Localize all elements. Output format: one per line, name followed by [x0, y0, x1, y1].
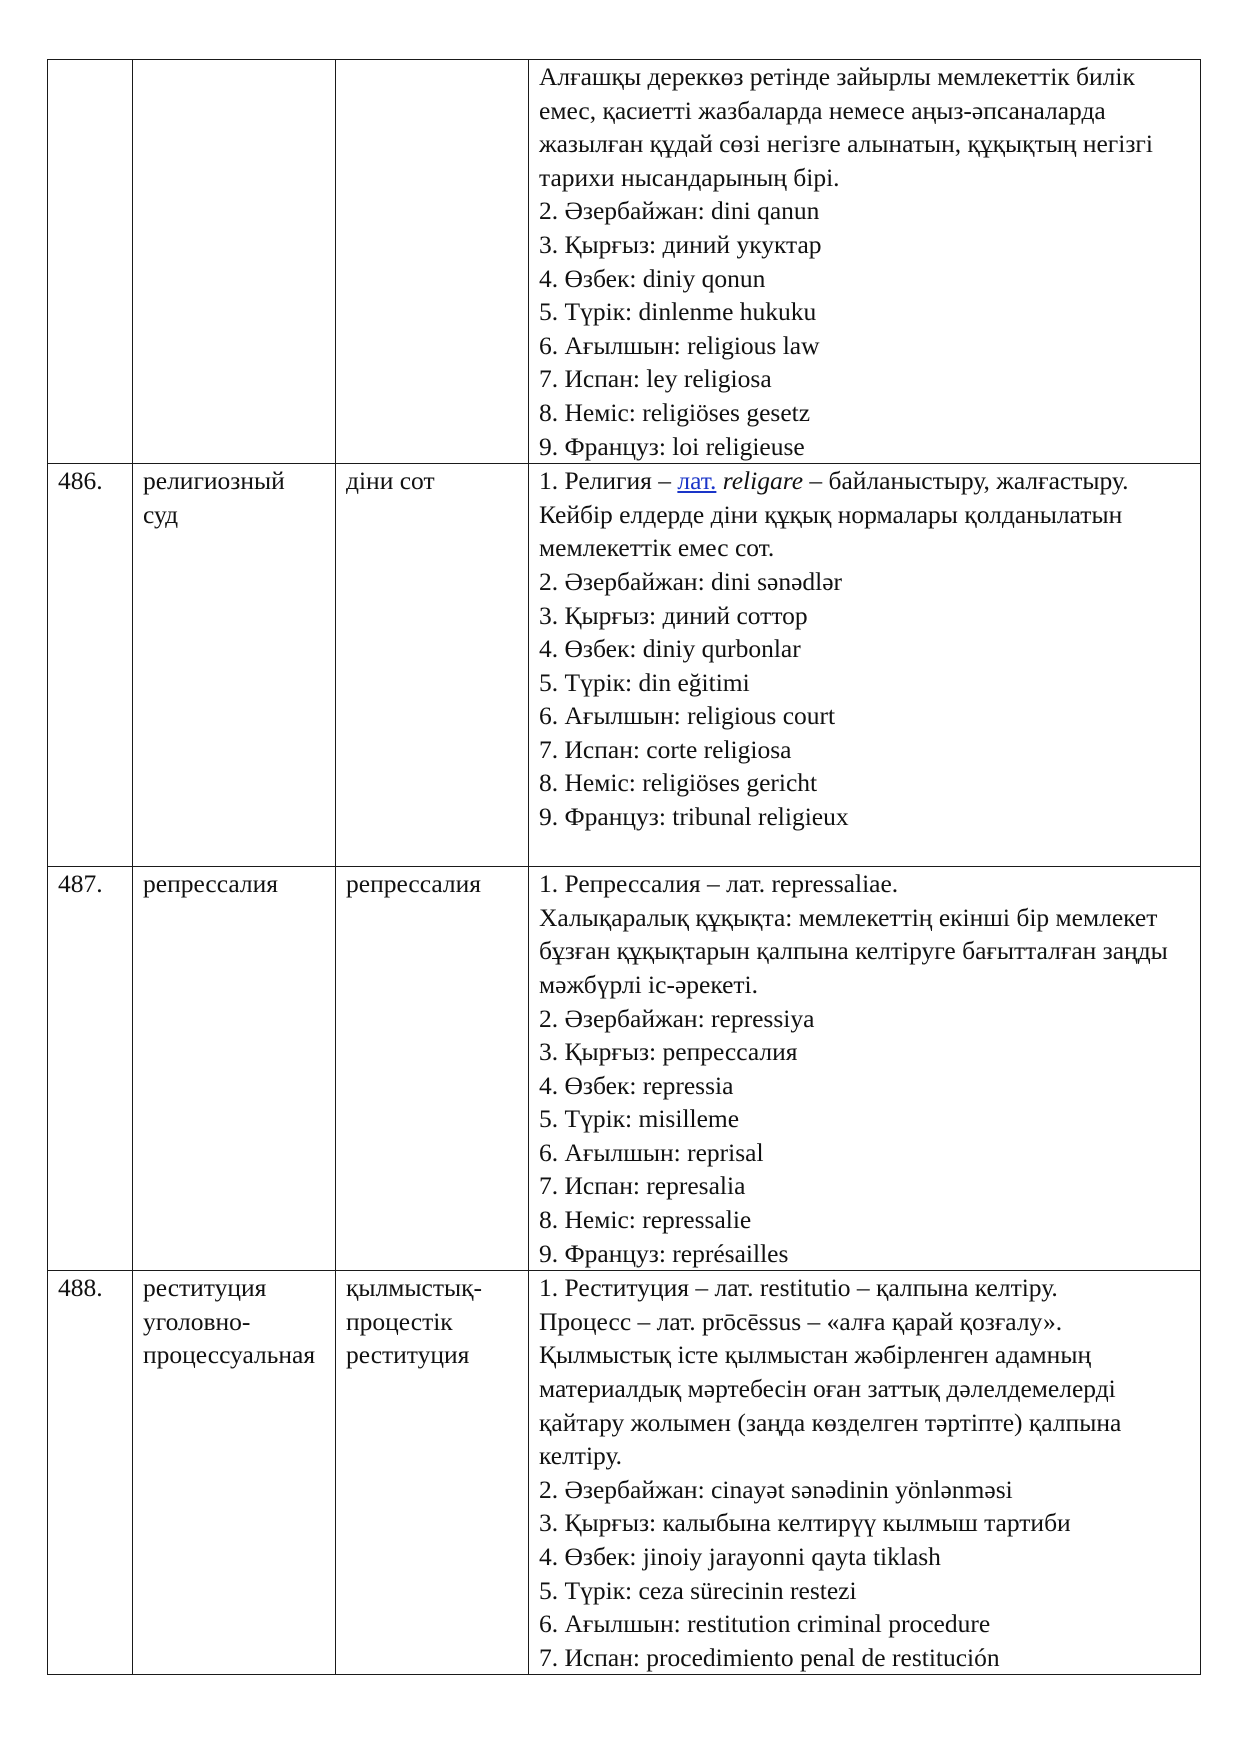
- translation-line: 6. Ағылшын: reprisal: [539, 1137, 764, 1167]
- table-row: [48, 60, 1201, 464]
- translation-line: 5. Түрік: ceza sürecinin restezi: [539, 1575, 857, 1605]
- entry-description-cell: [529, 60, 1201, 464]
- translation-line: 2. Әзербайжан: dini sənədlər: [539, 566, 843, 596]
- etymology-text: 1. Реституция – лат. restitutio – қалпына келтіру.: [539, 1273, 1058, 1303]
- table-row: [48, 464, 1201, 867]
- translation-line: 9. Француз: représailles: [539, 1238, 789, 1268]
- entry-description-cell: [529, 867, 1201, 1271]
- kazakh-term: репрессалия: [336, 867, 529, 1271]
- russian-term: [133, 60, 336, 464]
- definition-text: Халықаралық құқықта: мемлекеттің екінші бір мемлекет бұзған құқықтарын қалпына келтіруге бағытталған заңды мәжбүрлі іс-әрекеті.: [539, 902, 1168, 999]
- translation-line: 5. Түрік: dinlenme hukuku: [539, 297, 817, 327]
- glossary-table: [47, 59, 1201, 1675]
- translation-line: 5. Түрік: misilleme: [539, 1104, 740, 1134]
- translation-line: 3. Қырғыз: диний укуктар: [539, 229, 822, 259]
- translation-line: 6. Ағылшын: restitution criminal procedure: [539, 1609, 991, 1639]
- etymology-prefix: 1. Религия –: [539, 466, 678, 496]
- entry-number: 488.: [48, 1271, 133, 1675]
- translation-line: 6. Ағылшын: religious court: [539, 701, 836, 731]
- table-row: [48, 867, 1201, 1271]
- translation-line: 3. Қырғыз: диний соттор: [539, 600, 808, 630]
- translation-line: 8. Неміс: religiöses gesetz: [539, 397, 811, 427]
- kazakh-term: [336, 60, 529, 464]
- russian-term: реституция уголовно-процессуальная: [133, 1271, 336, 1675]
- definition-text: Алғашқы дереккөз ретінде зайырлы мемлекеттік билік емес, қасиетті жазбаларда немесе аңыз-әпсаналарда жазылған құдай сөзі негізге алынатын, құқықтың негізгі тарихи нысандарының бірі.: [539, 62, 1153, 192]
- russian-term: репрессалия: [133, 867, 336, 1271]
- translation-line: 4. Өзбек: diniy qurbonlar: [539, 634, 801, 664]
- translation-line: 4. Өзбек: diniy qonun: [539, 263, 766, 293]
- translation-line: 6. Ағылшын: religious law: [539, 330, 820, 360]
- etymology-term: religare: [722, 466, 804, 496]
- table-row: [48, 1271, 1201, 1675]
- entry-number: 487.: [48, 867, 133, 1271]
- translation-line: 7. Испан: ley religiosa: [539, 364, 772, 394]
- translation-line: 2. Әзербайжан: repressiya: [539, 1003, 815, 1033]
- translation-line: 9. Француз: loi religieuse: [539, 431, 805, 461]
- kazakh-term: қылмыстық-процестік реституция: [336, 1271, 529, 1675]
- latin-link[interactable]: лат.: [677, 466, 717, 496]
- entry-description-cell: [529, 1271, 1201, 1675]
- translation-line: 8. Неміс: religiöses gericht: [539, 768, 818, 798]
- translation-line: 7. Испан: represalia: [539, 1171, 746, 1201]
- entry-number: 486.: [48, 464, 133, 867]
- definition-text: Процесс – лат. prōcēssus – «алға қарай қозғалу». Қылмыстық істе қылмыстан жәбірленген адамның материалдық мәртебесін оған заттық дәлелдемелерді қайтару жолымен (заңда көзделген тәртіпте) қалпына келтіру.: [539, 1306, 1122, 1471]
- translation-line: 5. Түрік: din eğitimi: [539, 667, 750, 697]
- translation-line: 4. Өзбек: jinoiy jarayonni qayta tiklash: [539, 1542, 941, 1571]
- etymology-suffix: – байланыстыру, жалғастыру.: [803, 466, 1129, 496]
- translation-line: 3. Қырғыз: калыбына келтирүү кылмыш тартиби: [539, 1508, 1071, 1538]
- translation-line: 2. Әзербайжан: cinayət sənədinin yönlənməsi: [539, 1474, 1013, 1504]
- kazakh-term: діни сот: [336, 464, 529, 867]
- entry-number: [48, 60, 133, 464]
- translation-line: 7. Испан: procedimiento penal de restitución: [539, 1642, 1000, 1672]
- translation-line: 8. Неміс: repressalie: [539, 1205, 752, 1235]
- translation-line: 4. Өзбек: repressia: [539, 1070, 734, 1100]
- definition-text: Кейбір елдерде діни құқық нормалары қолданылатын мемлекеттік емес сот.: [539, 499, 1123, 563]
- translation-line: 7. Испан: corte religiosa: [539, 734, 792, 764]
- etymology-text: 1. Репрессалия – лат. repressaliae.: [539, 869, 899, 899]
- translation-line: 9. Француз: tribunal religieux: [539, 802, 849, 832]
- entry-description-cell: [529, 464, 1201, 867]
- russian-term: религиозный суд: [133, 464, 336, 867]
- translation-line: 2. Әзербайжан: dini qanun: [539, 196, 820, 226]
- translation-line: 3. Қырғыз: репрессалия: [539, 1037, 798, 1067]
- etymology-text: [539, 464, 1190, 498]
